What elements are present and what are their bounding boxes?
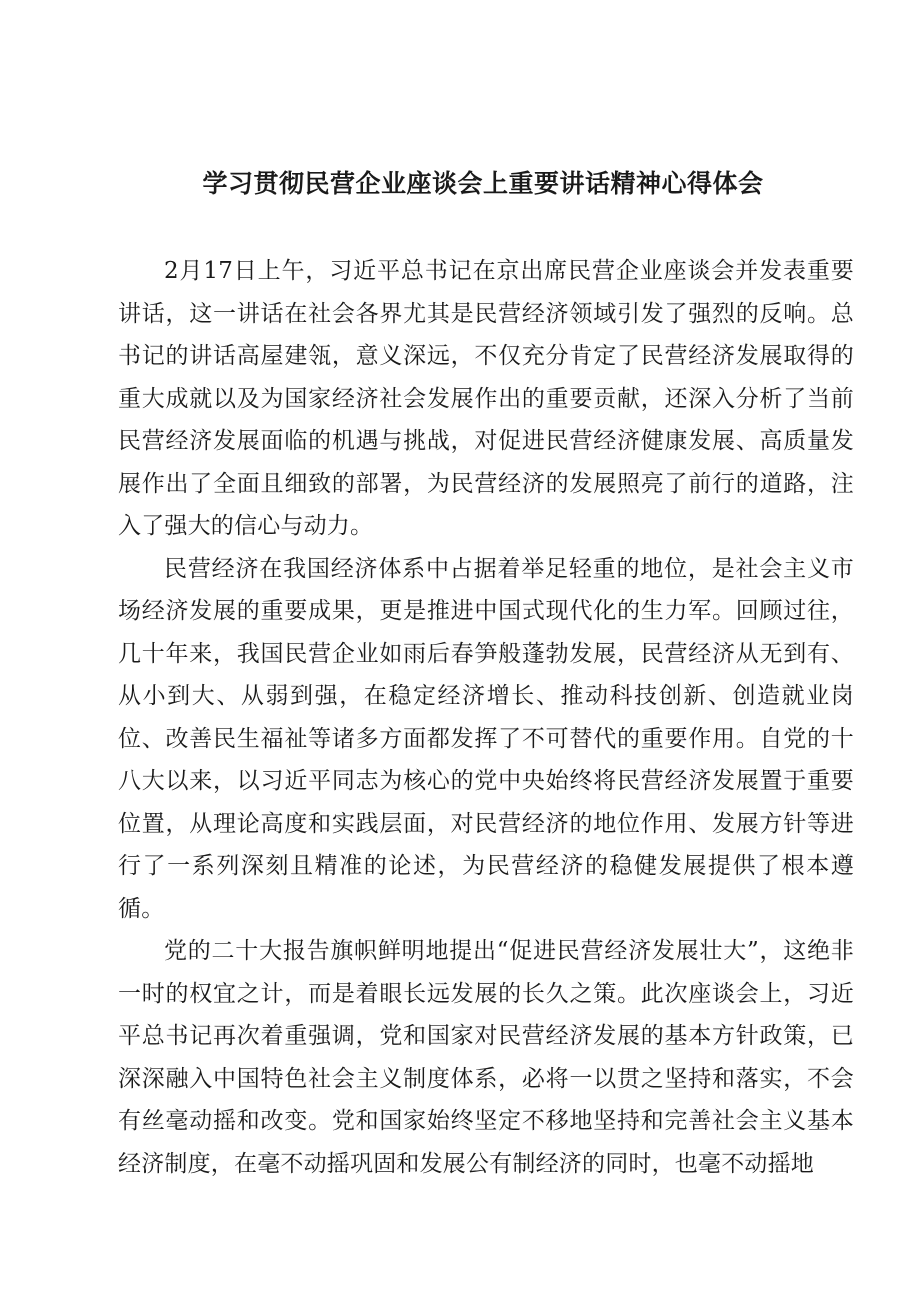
document-body [118, 250, 854, 1185]
paragraph-2: 民营经济在我国经济体系中占据着举足轻重的地位，是社会主义市场经济发展的重要成果，更是推进中国式现代化的生力军。回顾过往，几十年来，我国民营企业如雨后春笋般蓬勃发展，民营经济从无到有、从小到大、从弱到强，在稳定经济增长、推动科技创新、创造就业岗位、改善民生福祉等诸多方面都发挥了不可替代的重要作用。自党的十八大以来，以习近平同志为核心的党中央始终将民营经济发展置于重要位置，从理论高度和实践层面，对民营经济的地位作用、发展方针等进行了一系列深刻且精准的论述，为民营经济的稳健发展提供了根本遵循。 [118, 555, 854, 922]
document-title: 学习贯彻民营企业座谈会上重要讲话精神心得体会 [202, 169, 764, 198]
paragraph-1: 2月17日上午，习近平总书记在京出席民营企业座谈会并发表重要讲话，这一讲话在社会各界尤其是民营经济领域引发了强烈的反响。总书记的讲话高屋建瓴，意义深远，不仅充分肯定了民营经济发展取得的重大成就以及为国家经济社会发展作出的重要贡献，还深入分析了当前民营经济发展面临的机遇与挑战，对促进民营经济健康发展、高质量发展作出了全面且细致的部署，为民营经济的发展照亮了前行的道路，注入了强大的信心与动力。 [118, 258, 854, 539]
paragraph-3: 党的二十大报告旗帜鲜明地提出“促进民营经济发展壮大”，这绝非一时的权宜之计，而是着眼长远发展的长久之策。此次座谈会上，习近平总书记再次着重强调，党和国家对民营经济发展的基本方针政策，已深深融入中国特色社会主义制度体系，必将一以贯之坚持和落实，不会有丝毫动摇和改变。党和国家始终坚定不移地坚持和完善社会主义基本经济制度，在毫不动摇巩固和发展公有制经济的同时，也毫不动摇地 [118, 938, 854, 1177]
